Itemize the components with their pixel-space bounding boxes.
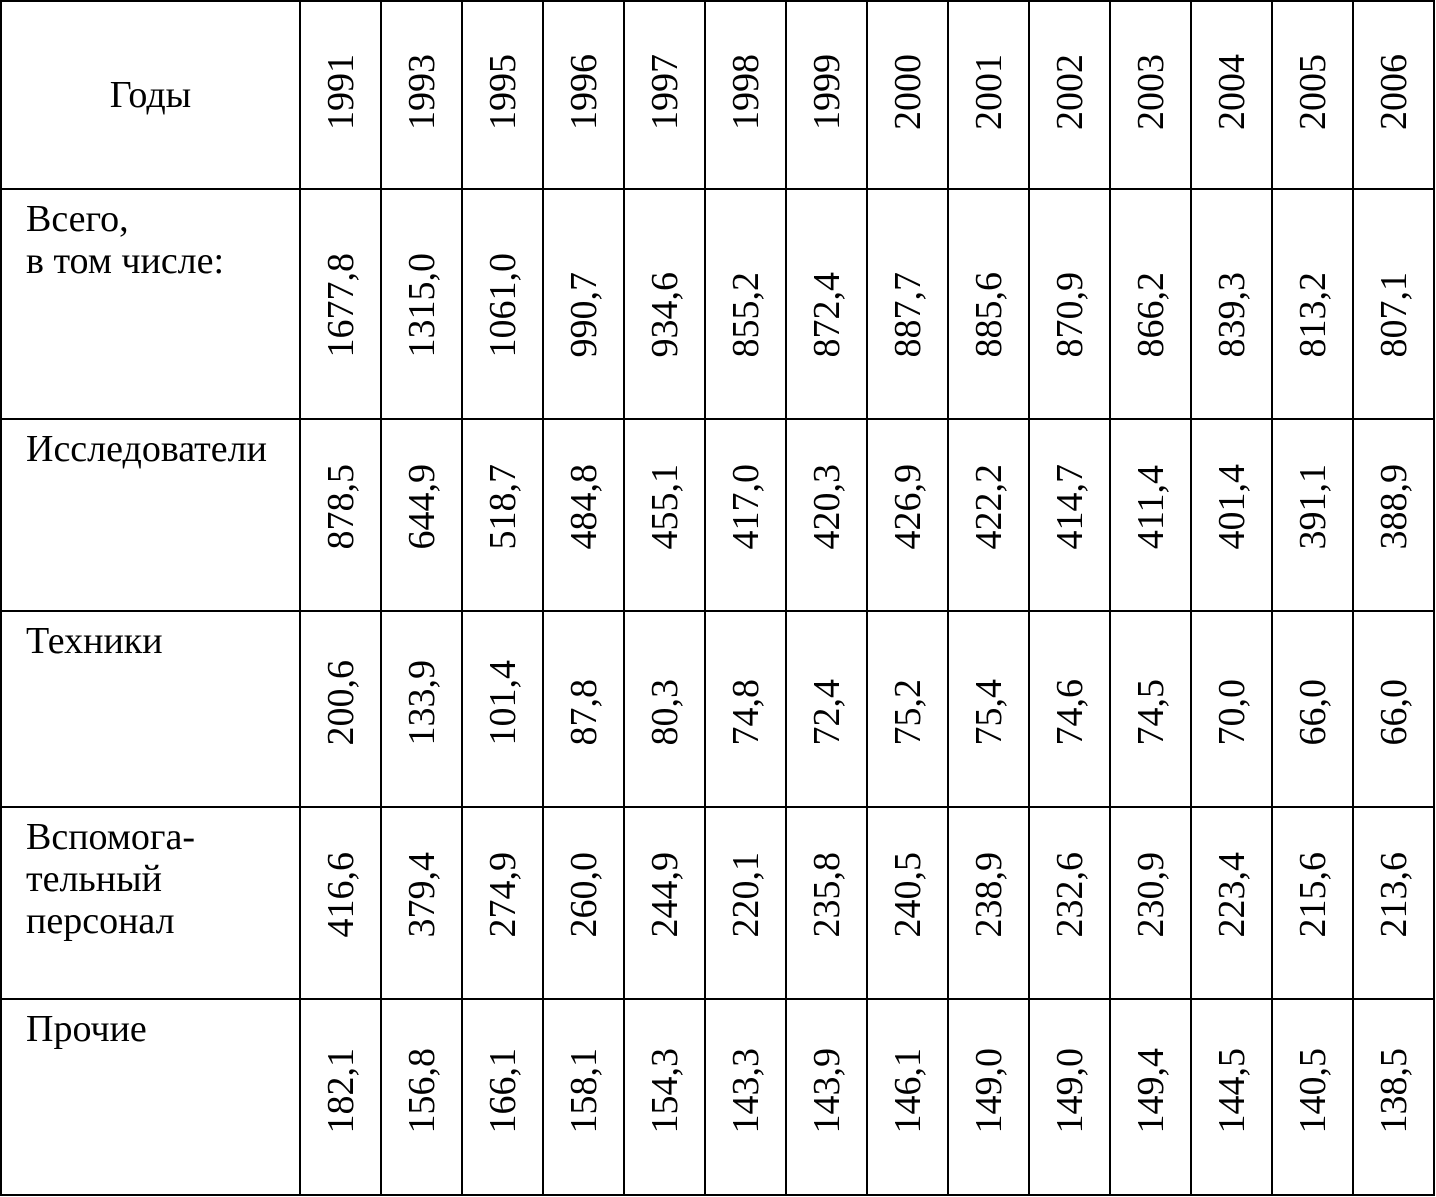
value-cell: 182,1 bbox=[300, 999, 381, 1195]
value-cell: 1677,8 bbox=[300, 189, 381, 419]
value-cell: 140,5 bbox=[1272, 999, 1353, 1195]
year-header: 2005 bbox=[1272, 1, 1353, 189]
row-researchers bbox=[1, 419, 1434, 611]
value-cell: 416,6 bbox=[300, 807, 381, 999]
year-header: 1996 bbox=[543, 1, 624, 189]
value-cell: 223,4 bbox=[1191, 807, 1272, 999]
row-total bbox=[1, 189, 1434, 419]
value-cell: 870,9 bbox=[1029, 189, 1110, 419]
value-cell: 878,5 bbox=[300, 419, 381, 611]
value-cell: 839,3 bbox=[1191, 189, 1272, 419]
value-cell: 274,9 bbox=[462, 807, 543, 999]
header-row bbox=[1, 1, 1434, 189]
value-cell: 66,0 bbox=[1353, 611, 1434, 807]
value-cell: 885,6 bbox=[948, 189, 1029, 419]
year-header: 1995 bbox=[462, 1, 543, 189]
value-cell: 417,0 bbox=[705, 419, 786, 611]
value-cell: 232,6 bbox=[1029, 807, 1110, 999]
value-cell: 230,9 bbox=[1110, 807, 1191, 999]
value-cell: 146,1 bbox=[867, 999, 948, 1195]
value-cell: 484,8 bbox=[543, 419, 624, 611]
year-header: 1991 bbox=[300, 1, 381, 189]
value-cell: 379,4 bbox=[381, 807, 462, 999]
value-cell: 149,0 bbox=[1029, 999, 1110, 1195]
row-technicians bbox=[1, 611, 1434, 807]
value-cell: 414,7 bbox=[1029, 419, 1110, 611]
value-cell: 420,3 bbox=[786, 419, 867, 611]
value-cell: 260,0 bbox=[543, 807, 624, 999]
year-header: 1998 bbox=[705, 1, 786, 189]
value-cell: 74,8 bbox=[705, 611, 786, 807]
value-cell: 154,3 bbox=[624, 999, 705, 1195]
year-header: 2003 bbox=[1110, 1, 1191, 189]
value-cell: 213,6 bbox=[1353, 807, 1434, 999]
year-header: 2001 bbox=[948, 1, 1029, 189]
value-cell: 80,3 bbox=[624, 611, 705, 807]
row-label: Исследователи bbox=[1, 419, 300, 611]
row-label: Прочие bbox=[1, 999, 300, 1195]
value-cell: 149,0 bbox=[948, 999, 1029, 1195]
value-cell: 455,1 bbox=[624, 419, 705, 611]
value-cell: 143,9 bbox=[786, 999, 867, 1195]
value-cell: 990,7 bbox=[543, 189, 624, 419]
value-cell: 74,6 bbox=[1029, 611, 1110, 807]
value-cell: 235,8 bbox=[786, 807, 867, 999]
value-cell: 158,1 bbox=[543, 999, 624, 1195]
value-cell: 813,2 bbox=[1272, 189, 1353, 419]
value-cell: 855,2 bbox=[705, 189, 786, 419]
value-cell: 238,9 bbox=[948, 807, 1029, 999]
value-cell: 72,4 bbox=[786, 611, 867, 807]
value-cell: 144,5 bbox=[1191, 999, 1272, 1195]
row-auxiliary-staff bbox=[1, 807, 1434, 999]
value-cell: 156,8 bbox=[381, 999, 462, 1195]
value-cell: 220,1 bbox=[705, 807, 786, 999]
year-header: 2002 bbox=[1029, 1, 1110, 189]
year-header: 2004 bbox=[1191, 1, 1272, 189]
value-cell: 872,4 bbox=[786, 189, 867, 419]
value-cell: 240,5 bbox=[867, 807, 948, 999]
value-cell: 74,5 bbox=[1110, 611, 1191, 807]
value-cell: 644,9 bbox=[381, 419, 462, 611]
value-cell: 887,7 bbox=[867, 189, 948, 419]
row-other bbox=[1, 999, 1434, 1195]
row-label: Техники bbox=[1, 611, 300, 807]
year-header: 2000 bbox=[867, 1, 948, 189]
value-cell: 101,4 bbox=[462, 611, 543, 807]
value-cell: 87,8 bbox=[543, 611, 624, 807]
value-cell: 143,3 bbox=[705, 999, 786, 1195]
value-cell: 70,0 bbox=[1191, 611, 1272, 807]
value-cell: 133,9 bbox=[381, 611, 462, 807]
value-cell: 166,1 bbox=[462, 999, 543, 1195]
value-cell: 807,1 bbox=[1353, 189, 1434, 419]
year-header: 1993 bbox=[381, 1, 462, 189]
year-header: 1999 bbox=[786, 1, 867, 189]
value-cell: 401,4 bbox=[1191, 419, 1272, 611]
value-cell: 426,9 bbox=[867, 419, 948, 611]
year-header: 2006 bbox=[1353, 1, 1434, 189]
value-cell: 1315,0 bbox=[381, 189, 462, 419]
header-label: Годы bbox=[1, 1, 300, 189]
value-cell: 422,2 bbox=[948, 419, 1029, 611]
value-cell: 75,4 bbox=[948, 611, 1029, 807]
row-label: Всего, в том числе: bbox=[1, 189, 300, 419]
value-cell: 244,9 bbox=[624, 807, 705, 999]
value-cell: 75,2 bbox=[867, 611, 948, 807]
year-header: 1997 bbox=[624, 1, 705, 189]
value-cell: 934,6 bbox=[624, 189, 705, 419]
value-cell: 215,6 bbox=[1272, 807, 1353, 999]
value-cell: 518,7 bbox=[462, 419, 543, 611]
value-cell: 388,9 bbox=[1353, 419, 1434, 611]
value-cell: 391,1 bbox=[1272, 419, 1353, 611]
row-label: Вспомога- тельный персонал bbox=[1, 807, 300, 999]
value-cell: 1061,0 bbox=[462, 189, 543, 419]
value-cell: 200,6 bbox=[300, 611, 381, 807]
value-cell: 866,2 bbox=[1110, 189, 1191, 419]
value-cell: 66,0 bbox=[1272, 611, 1353, 807]
value-cell: 149,4 bbox=[1110, 999, 1191, 1195]
value-cell: 138,5 bbox=[1353, 999, 1434, 1195]
value-cell: 411,4 bbox=[1110, 419, 1191, 611]
